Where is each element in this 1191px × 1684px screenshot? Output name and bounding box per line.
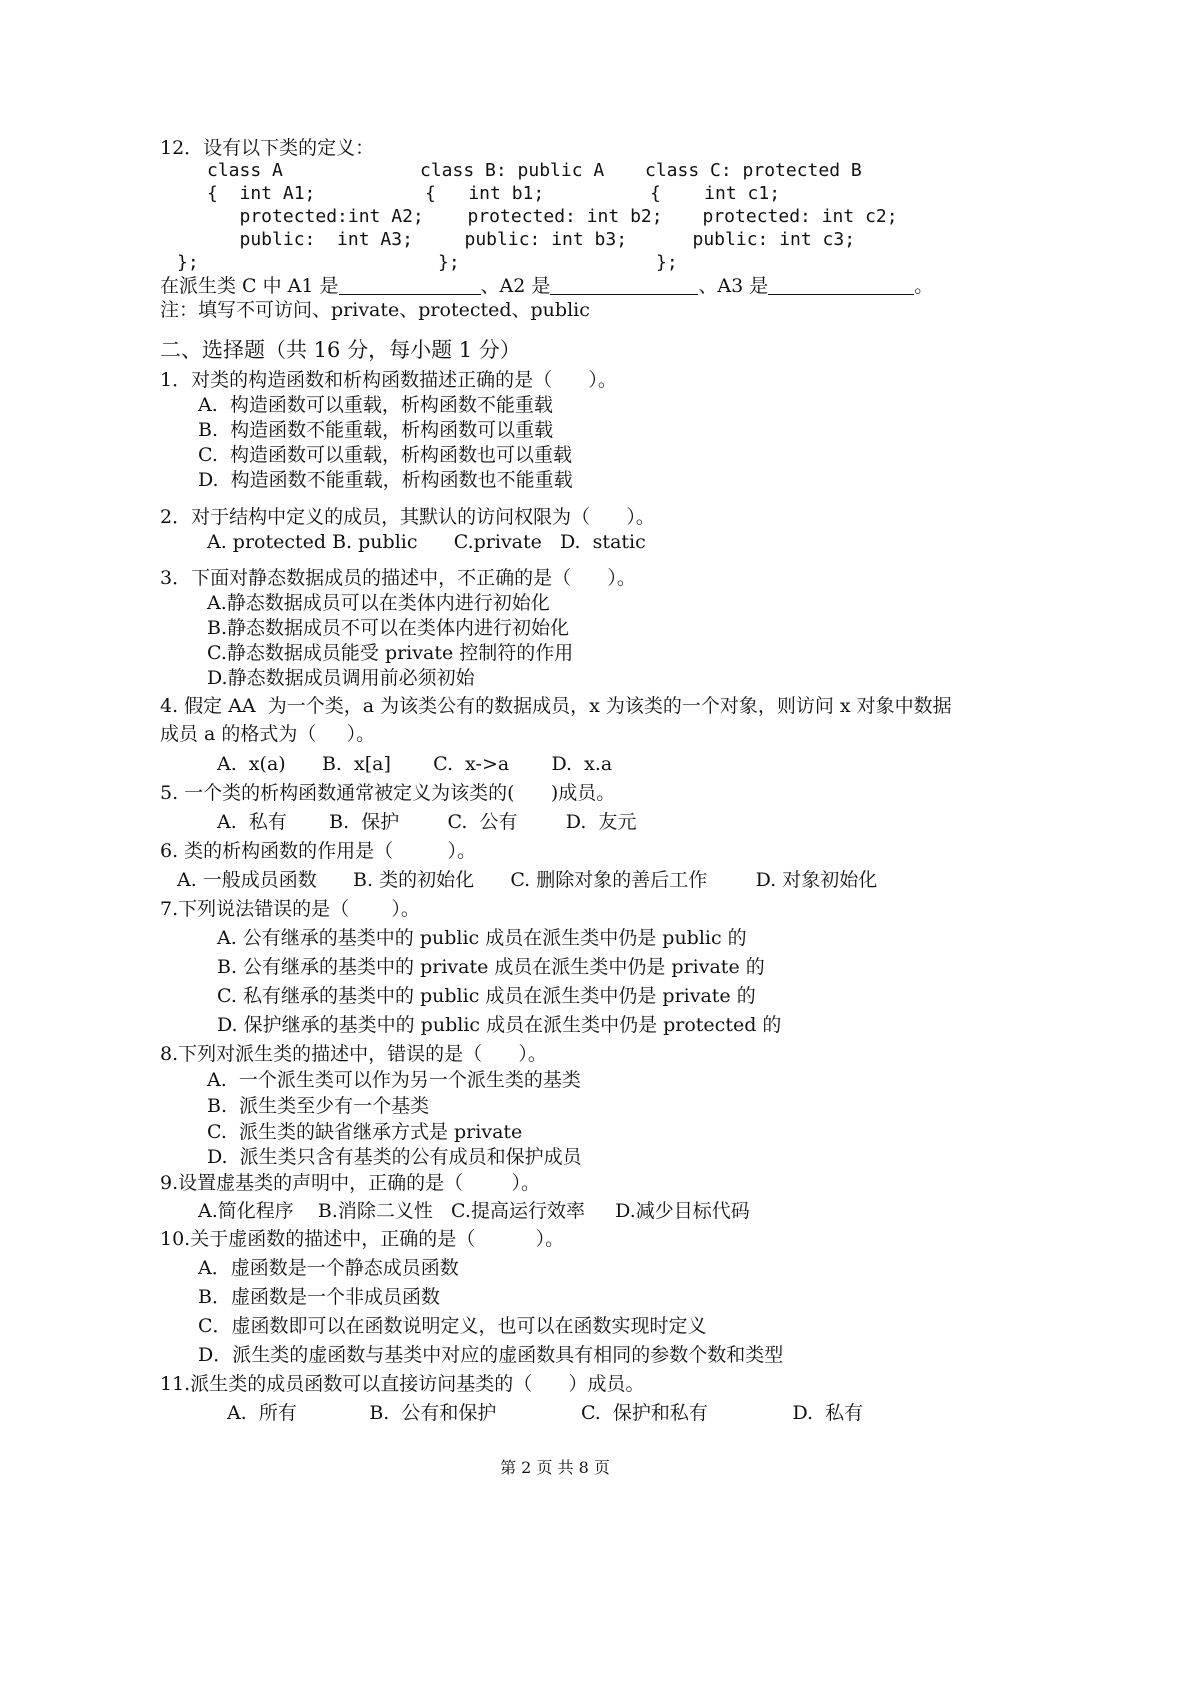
q1-option-c[interactable]: C. 构造函数可以重载，析构函数也可以重载 — [198, 444, 572, 466]
q12-col-b-line-4: public: int b3; — [432, 229, 628, 250]
q12-note: 注：填写不可访问、private、protected、public — [160, 299, 590, 321]
q7-option-c[interactable]: C. 私有继承的基类中的 public 成员在派生类中仍是 private 的 — [217, 985, 756, 1007]
q12-col-b-line-3: protected: int b2; — [435, 206, 663, 227]
q5-stem: 5. 一个类的析构函数通常被定义为该类的( )成员。 — [160, 782, 616, 804]
q1-option-b[interactable]: B. 构造函数不能重载，析构函数可以重载 — [198, 419, 554, 441]
q12-fill-line — [160, 274, 933, 298]
q9-options[interactable]: A.简化程序 B.消除二义性 C.提高运行效率 D.减少目标代码 — [198, 1200, 750, 1222]
q12-col-b-line-2: { int b1; — [425, 183, 545, 204]
q7-option-d[interactable]: D. 保护继承的基类中的 public 成员在派生类中仍是 protected 的 — [217, 1014, 782, 1036]
a1-answer-blank[interactable] — [339, 276, 481, 295]
q4-options[interactable]: A. x(a) B. x[a] C. x->a D. x.a — [217, 753, 613, 775]
q3-option-b[interactable]: B.静态数据成员不可以在类体内进行初始化 — [207, 617, 570, 639]
q6-options[interactable]: A. 一般成员函数 B. 类的初始化 C. 删除对象的善后工作 D. 对象初始化 — [177, 869, 878, 891]
q4-stem-cont: 成员 a 的格式为（ ）。 — [160, 723, 376, 745]
q8-option-d[interactable]: D. 派生类只含有基类的公有成员和保护成员 — [207, 1146, 582, 1168]
q1-option-d[interactable]: D. 构造函数不能重载，析构函数也不能重载 — [198, 469, 573, 491]
q10-option-d[interactable]: D．派生类的虚函数与基类中对应的虚函数具有相同的参数个数和类型 — [198, 1344, 784, 1366]
q2-options[interactable]: A. protected B. public C.private D. static — [207, 531, 646, 553]
q10-stem: 10.关于虚函数的描述中，正确的是（ ）。 — [160, 1228, 565, 1250]
q12-col-a-line-5: }; — [177, 252, 199, 273]
q3-stem: 3．下面对静态数据成员的描述中，不正确的是（ ）。 — [160, 567, 636, 589]
q12-col-b-line-5: }; — [438, 252, 460, 273]
q12-col-c-line-2: { int c1; — [650, 183, 781, 204]
q12-col-c-line-5: }; — [656, 252, 678, 273]
q8-option-a[interactable]: A. 一个派生类可以作为另一个派生类的基类 — [207, 1069, 581, 1091]
q12-col-a-line-4: public: int A3; — [207, 229, 413, 250]
q11-options[interactable]: A. 所有 B. 公有和保护 C. 保护和私有 D. 私有 — [227, 1402, 864, 1424]
q8-option-b[interactable]: B. 派生类至少有一个基类 — [207, 1095, 430, 1117]
q8-option-c[interactable]: C. 派生类的缺省继承方式是 private — [207, 1121, 523, 1143]
q5-options[interactable]: A. 私有 B. 保护 C. 公有 D. 友元 — [217, 811, 637, 833]
q12-intro: 12．设有以下类的定义： — [160, 137, 375, 159]
q1-option-a[interactable]: A. 构造函数可以重载，析构函数不能重载 — [198, 394, 553, 416]
q10-option-c[interactable]: C．虚函数即可以在函数说明定义，也可以在函数实现时定义 — [198, 1315, 707, 1337]
a3-answer-blank[interactable] — [768, 276, 914, 295]
q10-option-a[interactable]: A．虚函数是一个静态成员函数 — [198, 1257, 459, 1279]
q6-stem: 6. 类的析构函数的作用是（ ）。 — [160, 840, 477, 862]
q7-option-b[interactable]: B. 公有继承的基类中的 private 成员在派生类中仍是 private 的 — [217, 956, 765, 978]
q12-col-a-line-2: { int A1; — [207, 183, 316, 204]
q4-stem: 4. 假定 AA 为一个类，a 为该类公有的数据成员，x 为该类的一个对象，则访问 x 对象中数据 — [160, 695, 952, 717]
q3-option-d[interactable]: D.静态数据成员调用前必须初始 — [207, 667, 475, 689]
q12-fill-prefix: 在派生类 C 中 A1 是 — [160, 275, 339, 297]
section-2-title: 二、选择题（共 16 分，每小题 1 分） — [160, 338, 521, 362]
q12-col-c-line-3: protected: int c2; — [670, 206, 898, 227]
q8-stem: 8.下列对派生类的描述中，错误的是（ ）。 — [160, 1043, 547, 1065]
q1-stem: 1．对类的构造函数和析构函数描述正确的是（ ）。 — [160, 369, 617, 391]
a2-answer-blank[interactable] — [550, 276, 698, 295]
q12-fill-end: 。 — [914, 275, 934, 297]
q3-option-c[interactable]: C.静态数据成员能受 private 控制符的作用 — [207, 642, 574, 664]
q3-option-a[interactable]: A.静态数据成员可以在类体内进行初始化 — [207, 592, 550, 614]
q12-fill-a3: 、A3 是 — [698, 275, 769, 297]
q12-fill-a2: 、A2 是 — [480, 275, 551, 297]
q7-option-a[interactable]: A. 公有继承的基类中的 public 成员在派生类中仍是 public 的 — [217, 927, 747, 949]
q7-stem: 7.下列说法错误的是（ ）。 — [160, 898, 420, 920]
q2-stem: 2．对于结构中定义的成员，其默认的访问权限为（ ）。 — [160, 506, 655, 528]
q12-col-b-line-1: class B: public A — [420, 160, 605, 181]
q10-option-b[interactable]: B．虚函数是一个非成员函数 — [198, 1286, 440, 1308]
q12-col-a-line-1: class A — [207, 160, 283, 181]
q12-col-c-line-1: class C: protected B — [645, 160, 862, 181]
q12-col-c-line-4: public: int c3; — [660, 229, 856, 250]
q12-col-a-line-3: protected:int A2; — [207, 206, 424, 227]
q11-stem: 11.派生类的成员函数可以直接访问基类的（ ）成员。 — [160, 1373, 645, 1395]
q9-stem: 9.设置虚基类的声明中，正确的是（ ）。 — [160, 1172, 540, 1194]
page-footer: 第 2 页 共 8 页 — [500, 1458, 610, 1477]
